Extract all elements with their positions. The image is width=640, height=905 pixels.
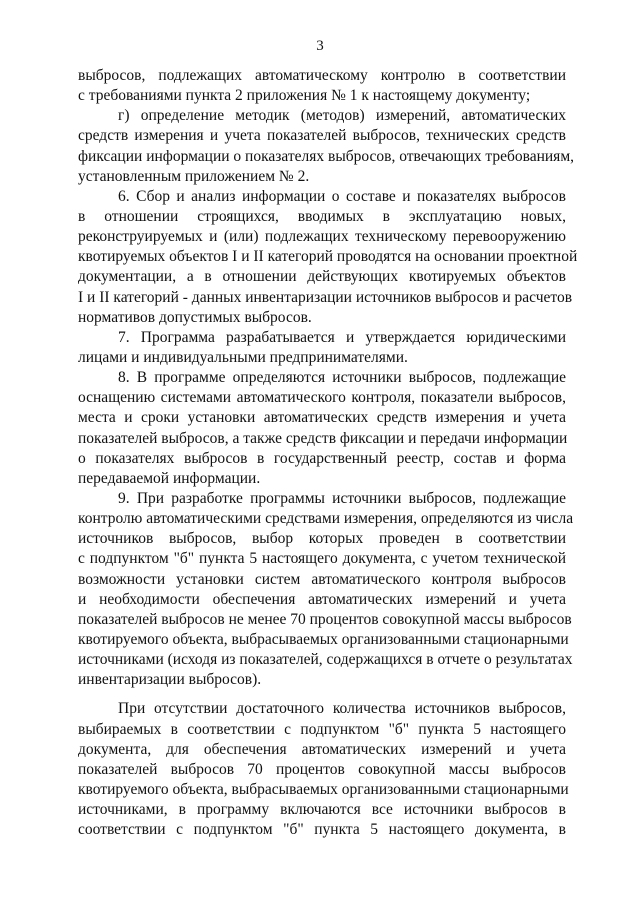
text-line: показателей выбросов не менее 70 процентов совокупной массы выбросов	[78, 610, 572, 628]
text-line: 6. Сбор и анализ информации о составе и показателях выбросов	[118, 187, 566, 205]
text-line: нормативов допустимых выбросов.	[78, 308, 312, 326]
text-line: реконструируемых и (или) подлежащих техническому перевооружению	[78, 228, 566, 246]
text-line: и необходимости обеспечения автоматических измерений и учета	[78, 590, 566, 608]
text-line: лицами и индивидуальными предпринимателями.	[78, 348, 408, 366]
text-line: фиксации информации о показателях выбросов, отвечающих требованиям,	[78, 147, 574, 165]
text-line: квотируемого объекта, выбрасываемых организованными стационарными	[78, 780, 569, 798]
text-line: установленным приложением № 2.	[78, 167, 310, 185]
text-line: контролю автоматическими средствами измерения, определяются из числа	[78, 510, 574, 528]
text-line: с требованиями пункта 2 приложения № 1 к настоящему документу;	[78, 87, 531, 105]
text-line: I и II категорий - данных инвентаризации источников выбросов и расчетов	[78, 288, 573, 306]
text-line: источниками, в программу включаются все источники выбросов в	[78, 801, 566, 819]
paragraph-gap	[78, 690, 566, 699]
text-line: оснащению системами автоматического контроля, показатели выбросов,	[78, 389, 566, 407]
text-line: При отсутствии достаточного количества источников выбросов,	[118, 700, 566, 718]
text-line: 9. При разработке программы источники выбросов, подлежащие	[118, 489, 566, 507]
text-line: в отношении строящихся, вводимых в эксплуатацию новых,	[78, 207, 566, 225]
text-line: выбросов, подлежащих автоматическому контролю в соответствии	[78, 67, 566, 84]
text-line: источников выбросов, выбор которых проведен в соответствии	[78, 530, 566, 548]
text-line: средств измерения и учета показателей выбросов, технических средств	[78, 127, 566, 145]
text-line: о показателях выбросов в государственный реестр, состав и форма	[78, 449, 566, 467]
text-line: г) определение методик (методов) измерений, автоматических	[118, 107, 566, 125]
text-line: места и сроки установки автоматических средств измерения и учета	[78, 409, 566, 427]
text-line: соответствии с подпунктом "б" пункта 5 настоящего документа, в	[78, 821, 566, 839]
text-line: выбираемых в соответствии с подпунктом "б" пункта 5 настоящего	[78, 720, 566, 738]
page-number: 3	[316, 38, 324, 54]
text-line: квотируемого объекта, выбрасываемых организованными стационарными	[78, 630, 569, 648]
text-line: документации, а в отношении действующих квотируемых объектов	[78, 268, 566, 286]
text-line: показателей выбросов 70 процентов совокупной массы выбросов	[78, 760, 566, 778]
text-line: показателей выбросов, а также средств фиксации и передачи информации	[78, 429, 568, 447]
text-line: инвентаризации выбросов).	[78, 671, 262, 689]
text-line: документа, для обеспечения автоматических измерений и учета	[78, 740, 566, 758]
text-line: с подпунктом "б" пункта 5 настоящего документа, с учетом технической	[78, 550, 566, 568]
text-line: передаваемой информации.	[78, 469, 261, 487]
text-line: 7. Программа разрабатывается и утверждается юридическими	[118, 328, 566, 346]
document-body	[78, 66, 578, 840]
text-line: возможности установки систем автоматического контроля выбросов	[78, 570, 566, 588]
text-line: 8. В программе определяются источники выбросов, подлежащие	[118, 369, 566, 387]
text-line: источниками (исходя из показателей, содержащихся в отчете о результатах	[78, 651, 573, 669]
text-line: квотируемых объектов I и II категорий проводятся на основании проектной	[78, 248, 578, 266]
